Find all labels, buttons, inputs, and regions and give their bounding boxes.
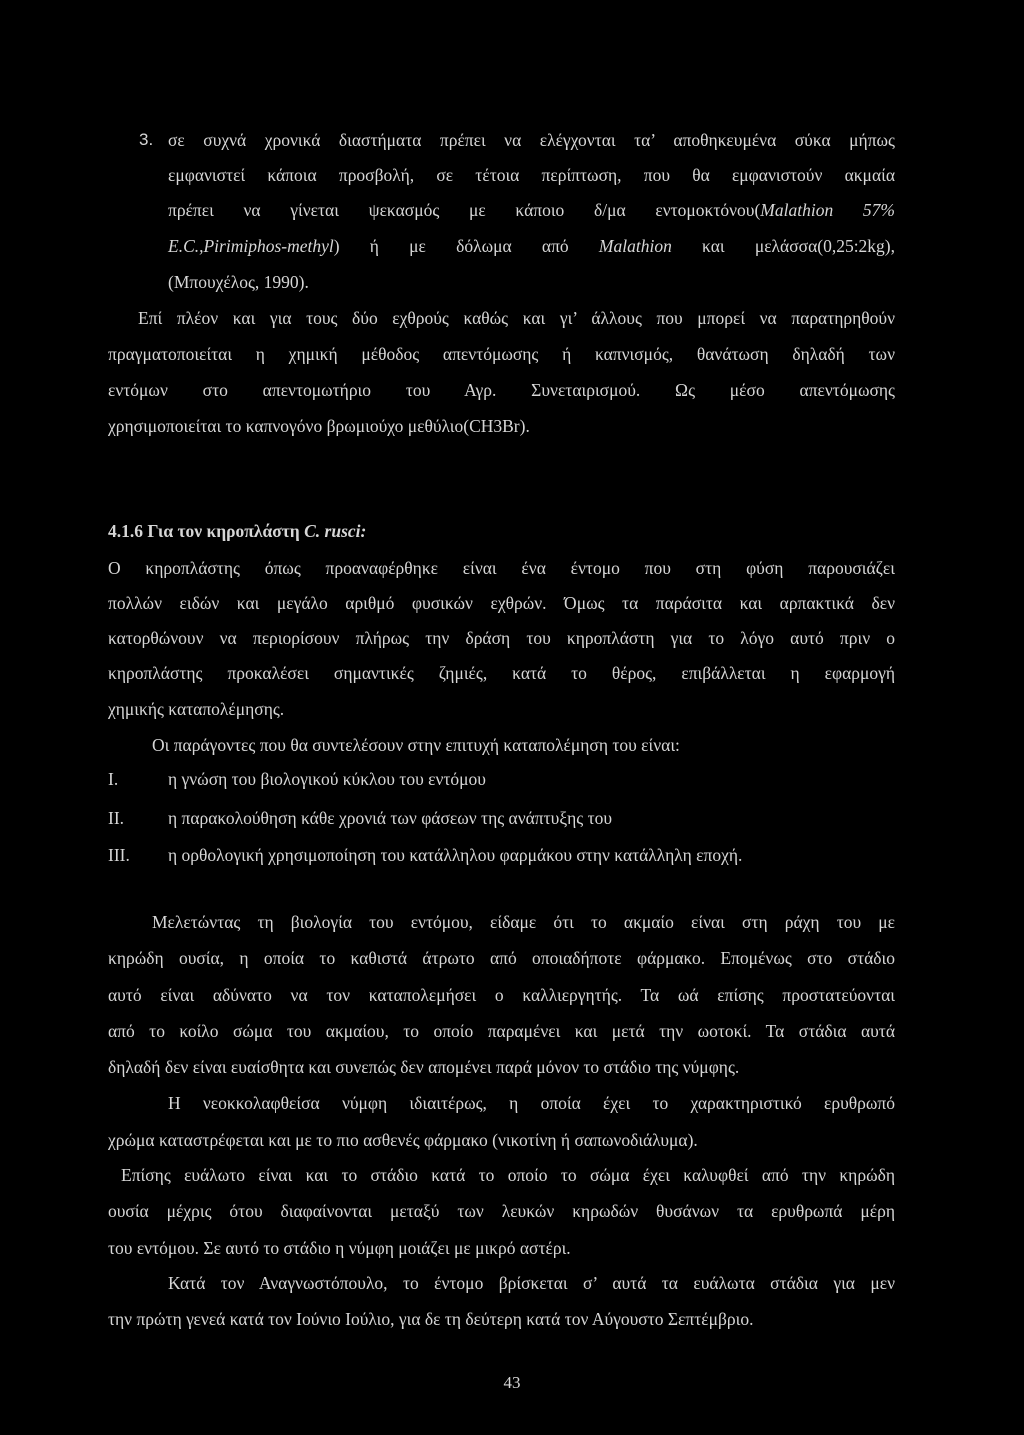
paragraph-line: χημικής καταπολέμησης.	[108, 699, 285, 719]
paragraph-line: από το κοίλο σώμα του ακμαίου, το οποίο παραμένει και μετά την ωοτοκί. Τα στάδια αυτά	[108, 1021, 895, 1041]
paragraph-line: ουσία μέχρις ότου διαφαίνονται μεταξύ των λευκών κηρωδών θυσάνων τα ερυθρωπά μέρη	[108, 1201, 895, 1221]
paragraph-line: δηλαδή δεν είναι ευαίσθητα και συνεπώς δεν απομένει παρά μόνον το στάδιο της νύμφης.	[108, 1057, 740, 1077]
item-3-line-2: εμφανιστεί κάποια προσβολή, σε τέτοια περίπτωση, που θα εμφανιστούν ακμαία	[168, 165, 895, 185]
item-3-line-5: (Μπουχέλος, 1990).	[168, 272, 309, 292]
factor-text: η γνώση του βιολογικού κύκλου του εντόμου	[168, 769, 486, 789]
item-3-line-4: E.C.,Pirimiphos-methyl) ή με δόλωμα από Malathion και μελάσσα(0,25:2kg),	[168, 236, 896, 256]
paragraph-line: χρώμα καταστρέφεται και με το πιο ασθενές φάρμακο (νικοτίνη ή σαπωνοδιάλυμα).	[108, 1130, 698, 1150]
item-3-number: 3.	[139, 130, 154, 149]
paragraph-line: πραγματοποιείται η χημική μέθοδος απεντόμωσης ή καπνισμός, θανάτωση δηλαδή των	[108, 344, 895, 364]
paragraph-line: χρησιμοποιείται το καπνογόνο βρωμιούχο μεθύλιο(CH3Br).	[108, 416, 530, 436]
paragraph-line: Επί πλέον και για τους δύο εχθρούς καθώς και γι’ άλλους που μπορεί να παρατηρηθούν	[138, 308, 895, 328]
factors-intro: Οι παράγοντες που θα συντελέσουν στην επιτυχή καταπολέμηση του είναι:	[152, 735, 680, 755]
section-heading: 4.1.6 Για τον κηροπλάστη C. rusci:	[108, 521, 367, 541]
paragraph-line: Επίσης ευάλωτο είναι και το στάδιο κατά το οποίο το σώμα έχει καλυφθεί από την κηρώδη	[121, 1165, 895, 1185]
paragraph-line: Ο κηροπλάστης όπως προαναφέρθηκε είναι ένα έντομο που στη φύση παρουσιάζει	[108, 558, 895, 578]
paragraph-line: την πρώτη γενεά κατά τον Ιούνιο Ιούλιο, για δε τη δεύτερη κατά τον Αύγουστο Σεπτέμβριο.	[108, 1309, 754, 1329]
factor-text: η παρακολούθηση κάθε χρονιά των φάσεων της ανάπτυξης του	[168, 808, 613, 828]
paragraph-line: του εντόμου. Σε αυτό το στάδιο η νύμφη μοιάζει με μικρό αστέρι.	[108, 1238, 571, 1258]
paragraph-line: πολλών ειδών και μεγάλο αριθμό φυσικών εχθρών. Όμως τα παράσιτα και αρπακτικά δεν	[108, 593, 895, 613]
factor-text: η ορθολογική χρησιμοποίηση του κατάλληλου φαρμάκου στην κατάλληλη εποχή.	[168, 845, 743, 865]
paragraph-line: κηρώδη ουσία, η οποία το καθιστά άτρωτο από οποιαδήποτε φάρμακο. Επομένως στο στάδιο	[108, 948, 895, 968]
paragraph-line: Μελετώντας τη βιολογία του εντόμου, είδαμε ότι το ακμαίο είναι στη ράχη του με	[152, 912, 895, 932]
page-number: 43	[503, 1373, 521, 1392]
factor-number: I.	[108, 769, 119, 789]
paragraph-line: Η νεοκκολαφθείσα νύμφη ιδιαιτέρως, η οποία έχει το χαρακτηριστικό ερυθρωπό	[168, 1093, 895, 1113]
item-3-line-3: πρέπει να γίνεται ψεκασμός με κάποιο δ/μα εντομοκτόνου(Malathion 57%	[168, 200, 895, 220]
factor-number: II.	[108, 808, 125, 828]
item-3-line-1: σε συχνά χρονικά διαστήματα πρέπει να ελέγχονται τα’ αποθηκευμένα σύκα μήπως	[168, 130, 895, 150]
paragraph-line: Κατά τον Αναγνωστόπουλο, το έντομο βρίσκεται σ’ αυτά τα ευάλωτα στάδια για μεν	[168, 1273, 895, 1293]
paragraph-line: αυτό είναι αδύνατο να τον καταπολεμήσει ο καλλιεργητής. Τα ωά επίσης προστατεύονται	[108, 985, 895, 1005]
paragraph-line: κατορθώνουν να περιορίσουν πλήρως την δράση του κηροπλάστη για το λόγο αυτό πριν ο	[108, 628, 895, 648]
factor-number: III.	[108, 845, 130, 865]
paragraph-line: εντόμων στο απεντομωτήριο του Αγρ. Συνεταιρισμού. Ως μέσο απεντόμωσης	[108, 380, 895, 400]
paragraph-line: κηροπλάστης προκαλέσει σημαντικές ζημιές, κατά το θέρος, επιβάλλεται η εφαρμογή	[108, 663, 895, 683]
